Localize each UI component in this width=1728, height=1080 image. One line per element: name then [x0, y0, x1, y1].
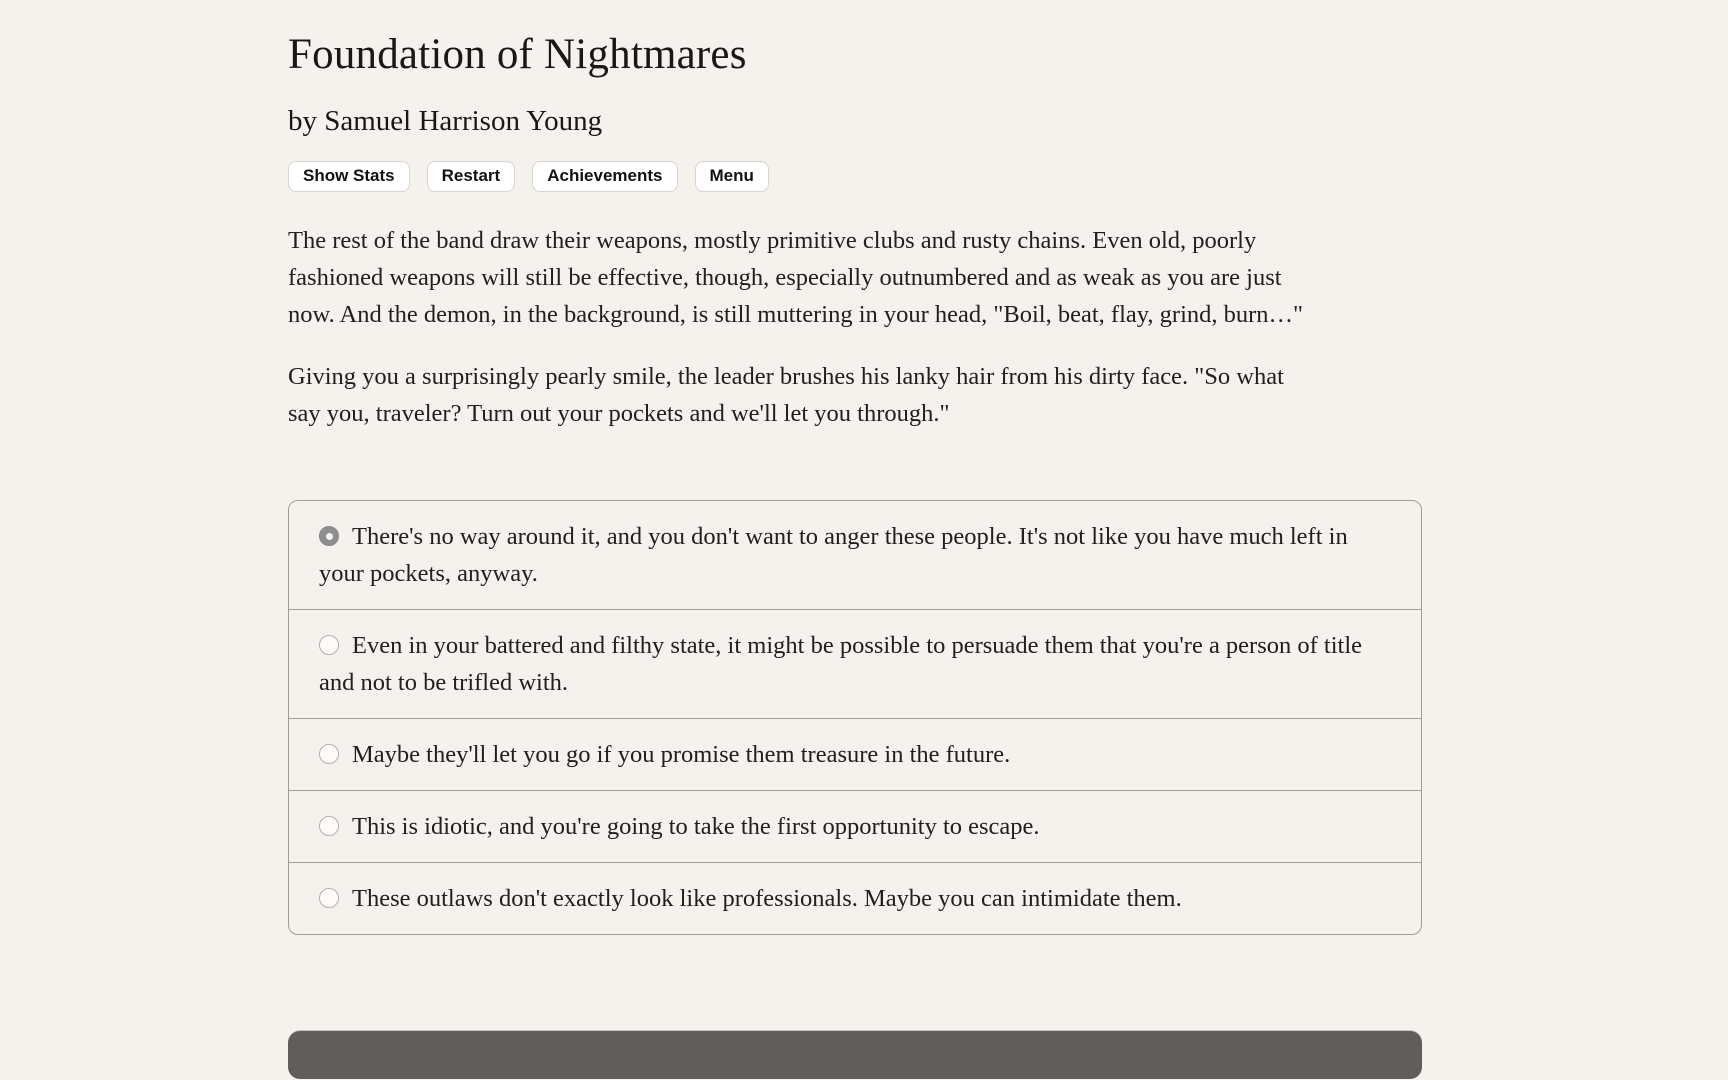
page-title: Foundation of Nightmares: [288, 31, 747, 78]
radio-unselected-icon[interactable]: [319, 816, 339, 836]
game-page: [288, 30, 1422, 1080]
choice-option-label: There's no way around it, and you don't want to anger these people. It's not like you have much left in your pockets, anyway.: [319, 523, 1348, 587]
radio-selected-icon[interactable]: [319, 526, 339, 546]
story-paragraph: Giving you a surprisingly pearly smile, the leader brushes his lanky hair from his dirty face. "So what say you, traveler? Turn out your pockets and we'll let you through.": [288, 363, 1284, 427]
choice-option-4[interactable]: [289, 790, 1421, 862]
choice-option-label: This is idiotic, and you're going to take the first opportunity to escape.: [352, 813, 1040, 840]
radio-unselected-icon[interactable]: [319, 635, 339, 655]
choice-option-2[interactable]: [289, 609, 1421, 718]
restart-button[interactable]: Restart: [427, 161, 516, 192]
radio-unselected-icon[interactable]: [319, 744, 339, 764]
story-text: [288, 222, 1422, 432]
choice-option-label: Even in your battered and filthy state, it might be possible to persuade them that you're a person of title and not to be trifled with.: [319, 632, 1363, 696]
next-button[interactable]: [288, 1031, 1422, 1079]
choice-option-5[interactable]: [289, 862, 1421, 934]
author-byline: by Samuel Harrison Young: [288, 105, 603, 137]
toolbar: [288, 161, 1422, 192]
story-paragraph: The rest of the band draw their weapons, mostly primitive clubs and rusty chains. Even old, poorly fashioned weapons will still be effective, though, especially outnumbered and as weak as you are just now. And the demon, in the background, is still muttering in your head, "Boil, beat, flay, grind, burn…": [288, 227, 1304, 328]
achievements-button[interactable]: Achievements: [532, 161, 677, 192]
choice-option-label: Maybe they'll let you go if you promise them treasure in the future.: [352, 741, 1011, 768]
show-stats-button[interactable]: Show Stats: [288, 161, 410, 192]
radio-unselected-icon[interactable]: [319, 888, 339, 908]
choice-option-label: These outlaws don't exactly look like professionals. Maybe you can intimidate them.: [352, 885, 1182, 912]
choice-option-1[interactable]: [289, 501, 1421, 609]
menu-button[interactable]: Menu: [695, 161, 769, 192]
choice-list: [288, 500, 1422, 935]
choice-option-3[interactable]: [289, 718, 1421, 790]
